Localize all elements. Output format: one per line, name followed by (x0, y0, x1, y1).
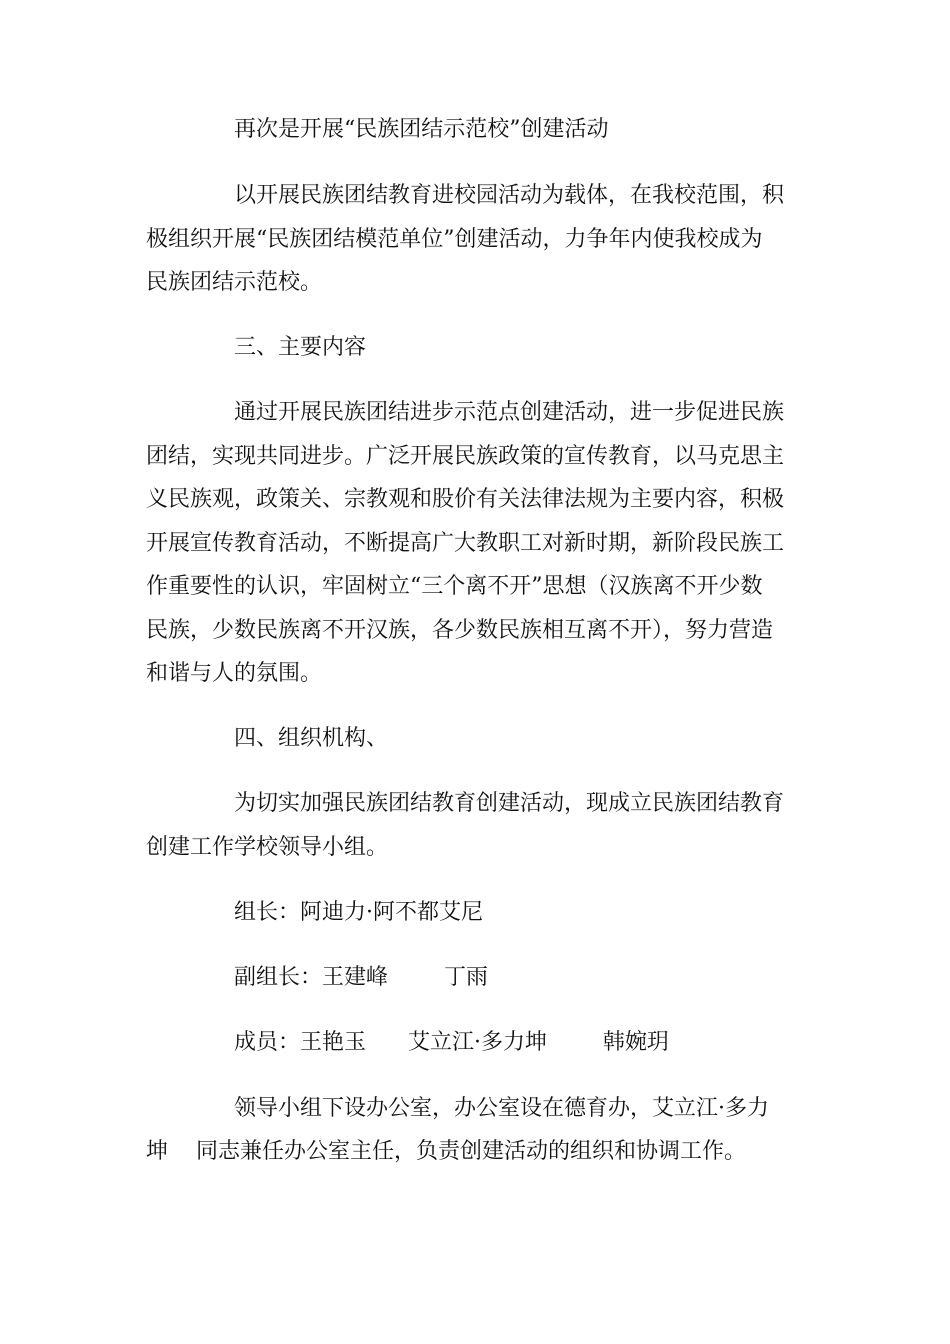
members-line: 成员：王艳玉 艾立江·多力坤 韩婉玥 (234, 1030, 669, 1055)
paragraph-line: 作重要性的认识，牢固树立“三个离不开”思想（汉族离不开少数 (146, 574, 763, 599)
paragraph-line: 民族，少数民族离不开汉族，各少数民族相互离不开），努力营造 (146, 618, 774, 643)
paragraph-line: 极组织开展“民族团结模范单位”创建活动，力争年内使我校成为 (146, 227, 763, 252)
paragraph-line: 通过开展民族团结进步示范点创建活动，进一步促进民族 (234, 400, 785, 425)
deputy-leader-line: 副组长：王建峰 丁雨 (234, 965, 488, 990)
section-heading-organization: 四、组织机构、 (234, 726, 389, 751)
paragraph-line: 和谐与人的氛围。 (146, 661, 323, 686)
paragraph-line: 领导小组下设办公室，办公室设在德育办，艾立江·多力 (234, 1096, 769, 1121)
paragraph-line: 以开展民族团结教育进校园活动为载体，在我校范围，积 (234, 183, 785, 208)
group-leader-line: 组长：阿迪力·阿不都艾尼 (234, 900, 483, 925)
subsection-heading-demo-school: 再次是开展“民族团结示范校”创建活动 (234, 117, 609, 142)
paragraph-line: 创建工作学校领导小组。 (146, 835, 389, 860)
paragraph-line: 开展宣传教育活动，不断提高广大教职工对新时期，新阶段民族工 (146, 531, 785, 556)
paragraph-line: 坤 同志兼任办公室主任，负责创建活动的组织和协调工作。 (146, 1139, 746, 1164)
paragraph-line: 义民族观，政策关、宗教观和股价有关法律法规为主要内容，积极 (146, 487, 785, 512)
paragraph-line: 民族团结示范校。 (146, 270, 323, 295)
paragraph-line: 为切实加强民族团结教育创建活动，现成立民族团结教育 (234, 791, 785, 816)
paragraph-line: 团结，实现共同进步。广泛开展民族政策的宣传教育，以马克思主 (146, 444, 785, 469)
section-heading-main-content: 三、主要内容 (234, 335, 367, 360)
